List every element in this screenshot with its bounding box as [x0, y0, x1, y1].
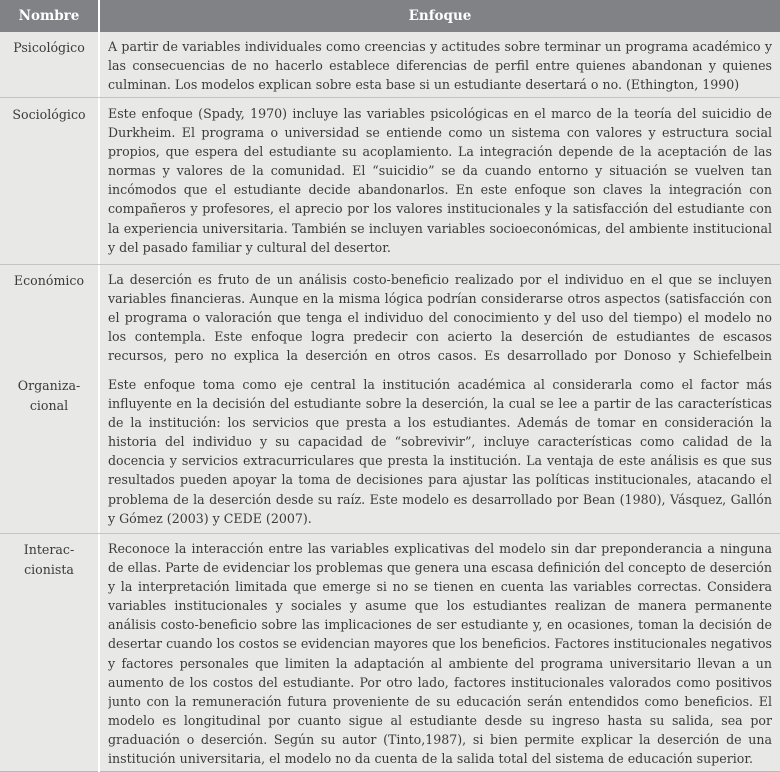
row-name-psicologico: Psicológico: [13, 40, 85, 55]
header-nombre: Nombre: [18, 8, 80, 24]
row-text-sociologico: Este enfoque (Spady, 1970) incluye las variables psicológicas en el marco de la teoría del suicidio de Durkheim. El programa o universidad se entiende como un sistema con valores y estructura social propios, que espera del estudiante su acoplamiento. La integración depende de la aceptación de las normas y valores de la comunidad. El “suicidio” se da cuando entorno y situación se vuelven tan incómodos que el estudiante decide abandonarlos. En este enfoque son claves la integración con compañeros y profesores, el aprecio por los valores institucionales y la satisfacción del estudiante con la experiencia universitaria. También se incluyen variables socioeconómicas, del ambiente institucional y del pasado familiar y cultural del desertor.: [108, 106, 772, 255]
column-divider: [98, 0, 100, 772]
row-name-interaccionista: Interac- cionista: [23, 542, 75, 577]
header-enfoque: Enfoque: [408, 8, 472, 24]
row-name-organizacional: Organiza- cional: [17, 378, 81, 413]
row-text-interaccionista: Reconoce la interacción entre las variables explicativas del modelo sin dar preponderancia a ninguna de ellas. Parte de evidenciar los problemas que genera una escasa definición del concepto de deserción y la interpretación limitada que emerge si no se tienen en cuenta las variables correctas. Considera variables institucionales y sociales y asume que los estudiantes realizan de manera permanente análisis costo-beneficio sobre las implicaciones de ser estudiante y, en ocasiones, toman la decisión de desertar cuando los costos se evidencian mayores que los beneficios. Factores institucionales negativos y factores personales que limiten la adaptación al ambiente del programa universitario llevan a un aumento de los costos del estudiante. Por otro lado, factores institucionales valorados como positivos junto con la remuneración futura proveniente de su educación serán entendidos como beneficios. El modelo es longitudinal por cuanto sigue al estudiante desde su ingreso hasta su salida, sea por graduación o deserción. Según su autor (Tinto,1987), si bien permite explicar la deserción de una institución universitaria, el modelo no da cuenta de la salida total del sistema de educación superior.: [108, 541, 772, 767]
table-header: [0, 0, 780, 32]
row-text-economico: La deserción es fruto de un análisis costo-beneficio realizado por el individuo en el que se incluyen variables financieras. Aunque en la misma lógica podrían considerarse otros aspectos (satisfacción con el programa o valoración que tenga el individuo del conocimiento y del uso del tiempo) el modelo no los contempla. Este enfoque logra predecir con acierto la deserción de estudiantes de escasos recursos, pero no explica la deserción en otros casos. Es desarrollado por Donoso y Schiefelbein: [108, 272, 772, 364]
row-divider: [0, 533, 780, 534]
row-name-sociologico: Sociológico: [12, 107, 86, 122]
row-text-psicologico: A partir de variables individuales como creencias y actitudes sobre terminar un programa académico y las consecuencias de no hacerlo establece diferencias de perfil entre quienes abandonan y quienes culminan. Los modelos explican sobre esta base si un estudiante desertará o no. (Ethington, 1990): [108, 39, 772, 93]
row-divider: [0, 264, 780, 265]
row-divider: [0, 97, 780, 98]
row-text-organizacional: Este enfoque toma como eje central la institución académica al considerarla como el factor más influyente en la decisión del estudiante sobre la deserción, la cual se lee a partir de las características de la institución: los servicios que presta a los estudiantes. Además de tomar en consideración la historia del individuo y su capacidad de “sobrevivir”, incluye características como calidad de la docencia y servicios extracurriculares que presta la institución. La ventaja de este análisis es que sus resultados pueden apoyar la toma de decisiones para ajustar las políticas institucionales, atacando el problema de la deserción desde su raíz. Este modelo es desarrollado por Bean (1980), Vásquez, Gallón y Gómez (2003) y CEDE (2007).: [108, 377, 772, 526]
row-name-economico: Económico: [13, 273, 85, 288]
